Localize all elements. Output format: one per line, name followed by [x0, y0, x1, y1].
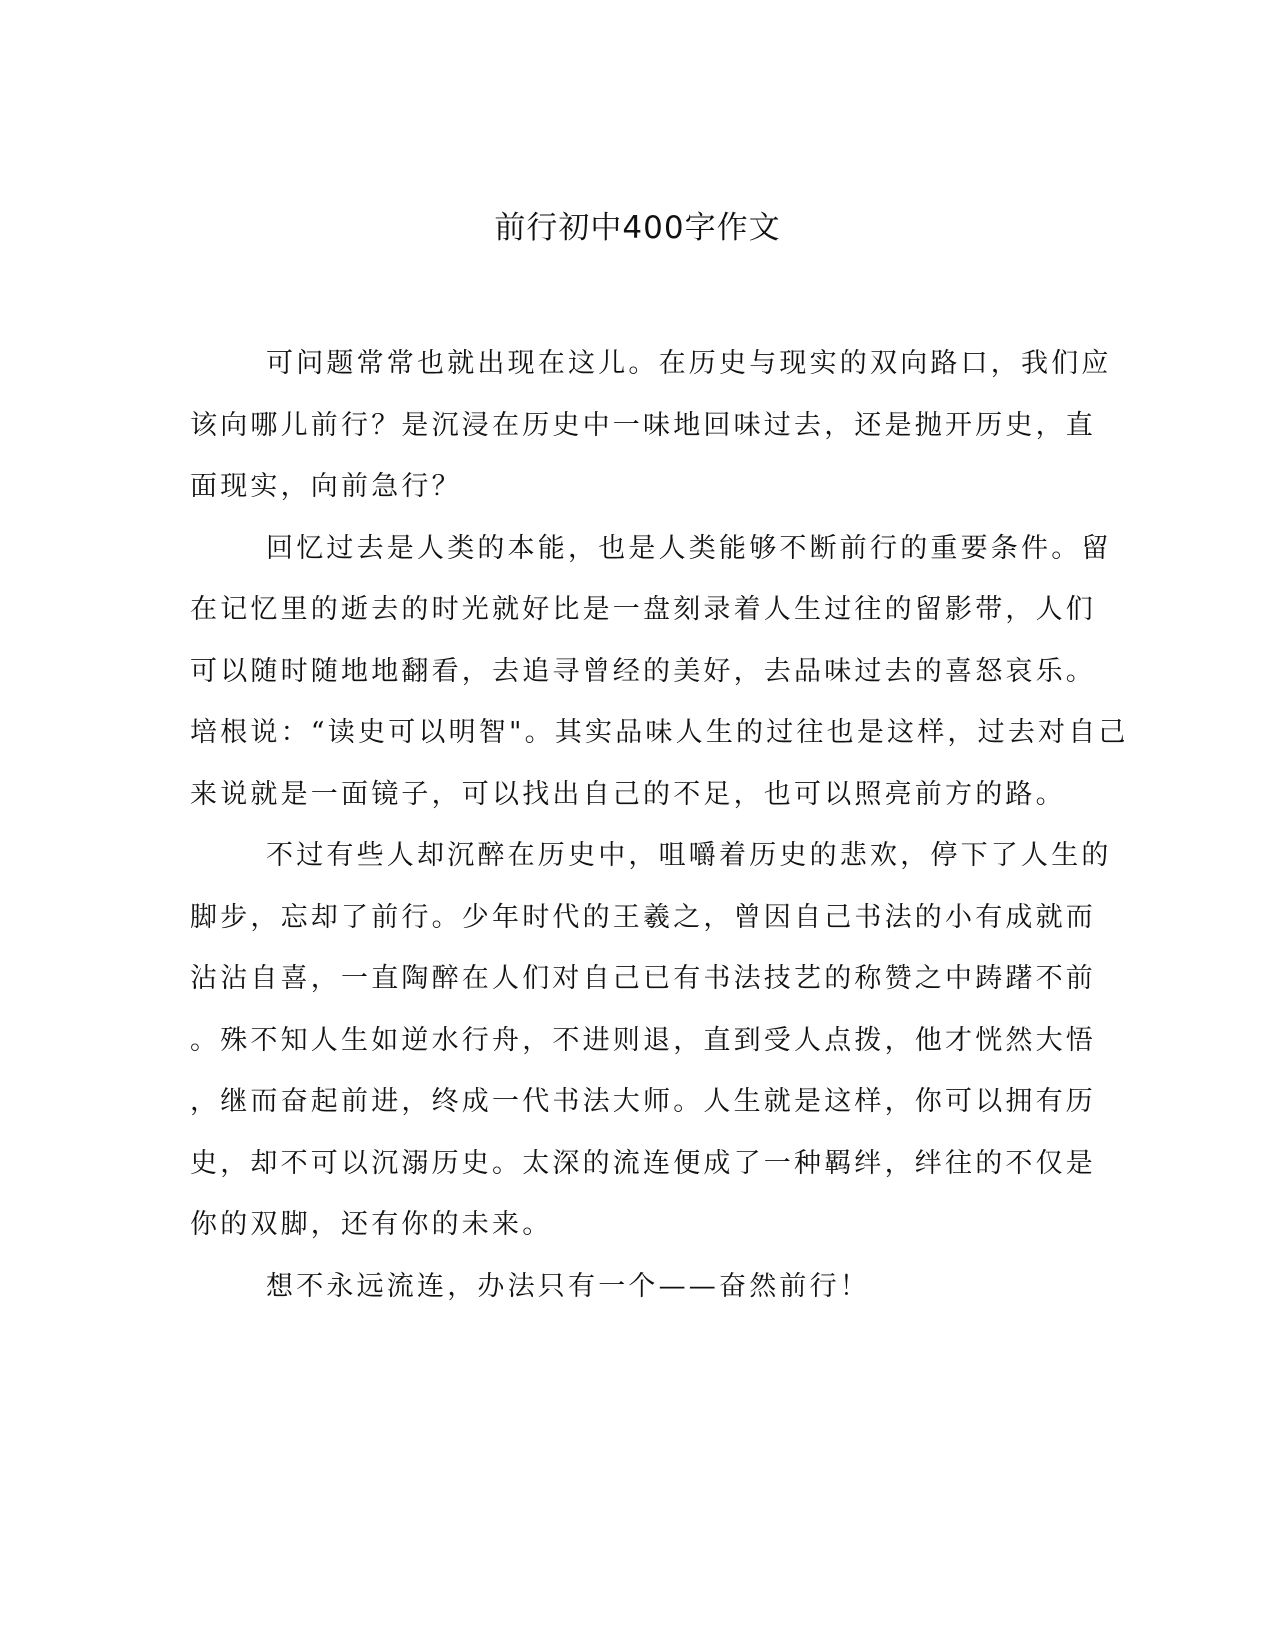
text-line: 来说就是一面镜子，可以找出自己的不足，也可以照亮前方的路。	[190, 778, 1066, 810]
text-line: 不过有些人却沉醉在历史中，咀嚼着历史的悲欢，停下了人生的	[266, 840, 1112, 871]
text-line: 脚步，忘却了前行。少年时代的王羲之，曾因自己书法的小有成就而	[190, 901, 1096, 933]
text-line: 史，却不可以沉溺历史。太深的流连便成了一种羁绊，绊往的不仅是	[190, 1147, 1096, 1179]
text-line: 。殊不知人生如逆水行舟，不进则退，直到受人点拨，他才恍然大悟	[190, 1024, 1096, 1056]
text-line: 想不永远流连，办法只有一个——奋然前行！	[266, 1270, 870, 1302]
text-line: 可以随时随地地翻看，去追寻曾经的美好，去品味过去的喜怒哀乐。	[190, 655, 1096, 687]
document-title: 前行初中400字作文	[494, 210, 781, 246]
text-line: 培根说：“读史可以明智"。其实品味人生的过往也是这样，过去对自己	[190, 717, 1129, 748]
text-line: 面现实，向前急行？	[190, 471, 462, 502]
text-line: 在记忆里的逝去的时光就好比是一盘刻录着人生过往的留影带，人们	[190, 594, 1096, 625]
text-line: 该向哪儿前行？是沉浸在历史中一味地回味过去，还是抛开历史，直	[190, 409, 1096, 441]
text-line: 你的双脚，还有你的未来。	[190, 1209, 553, 1240]
text-line: ，继而奋起前进，终成一代书法大师。人生就是这样，你可以拥有历	[190, 1086, 1096, 1117]
text-line: 回忆过去是人类的本能，也是人类能够不断前行的重要条件。留	[266, 532, 1112, 564]
essay-body	[190, 333, 1129, 1317]
text-line: 沾沾自喜，一直陶醉在人们对自己已有书法技艺的称赞之中踌躇不前	[190, 963, 1096, 994]
text-line: 可问题常常也就出现在这儿。在历史与现实的双向路口，我们应	[266, 348, 1112, 379]
